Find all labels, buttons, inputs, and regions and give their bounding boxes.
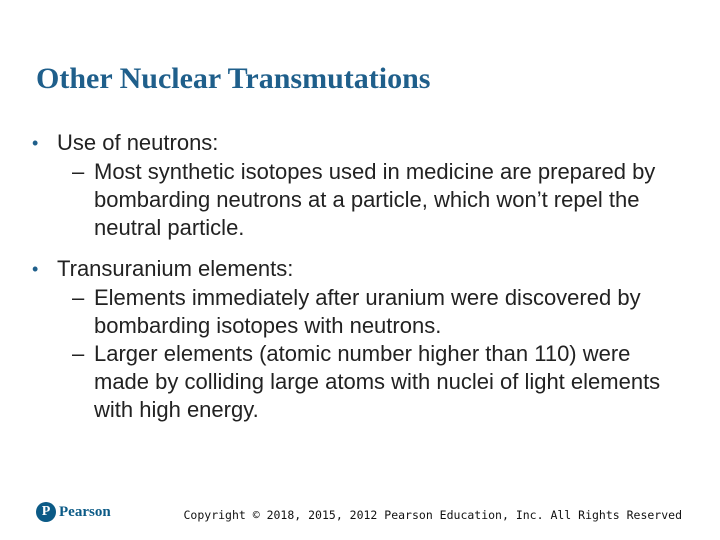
bullet-text: Use of neutrons: [57, 130, 219, 155]
sub-bullet-item [0, 340, 720, 424]
sub-bullet-dash: – [72, 341, 85, 366]
sub-bullet-dash: – [72, 159, 85, 184]
sub-bullet-item [0, 284, 720, 340]
copyright-notice: Copyright © 2018, 2015, 2012 Pearson Education, Inc. All Rights Reserved [183, 508, 682, 522]
slide-content [0, 128, 720, 424]
sub-bullet-text: Elements immediately after uranium were discovered by bombarding isotopes with neutrons. [94, 285, 641, 338]
pearson-logo-text: Pearson [59, 503, 111, 520]
bullet-dot-icon: • [32, 133, 39, 153]
pearson-logo-letter: P [41, 504, 51, 519]
sub-bullet-item [0, 158, 720, 242]
bullet-item [0, 128, 720, 158]
pearson-logo [36, 502, 111, 522]
sub-bullet-text: Most synthetic isotopes used in medicine are prepared by bombarding neutrons at a particle, which won’t repel the neutral particle. [94, 159, 656, 240]
pearson-logo-icon [36, 502, 56, 522]
sub-bullet-dash: – [72, 285, 85, 310]
sub-bullet-text: Larger elements (atomic number higher than 110) were made by colliding large atoms with nuclei of light elements with high energy. [94, 341, 661, 422]
bullet-item [0, 254, 720, 284]
bullet-dot-icon: • [32, 259, 39, 279]
bullet-text: Transuranium elements: [57, 256, 294, 281]
slide-title: Other Nuclear Transmutations [36, 62, 431, 95]
